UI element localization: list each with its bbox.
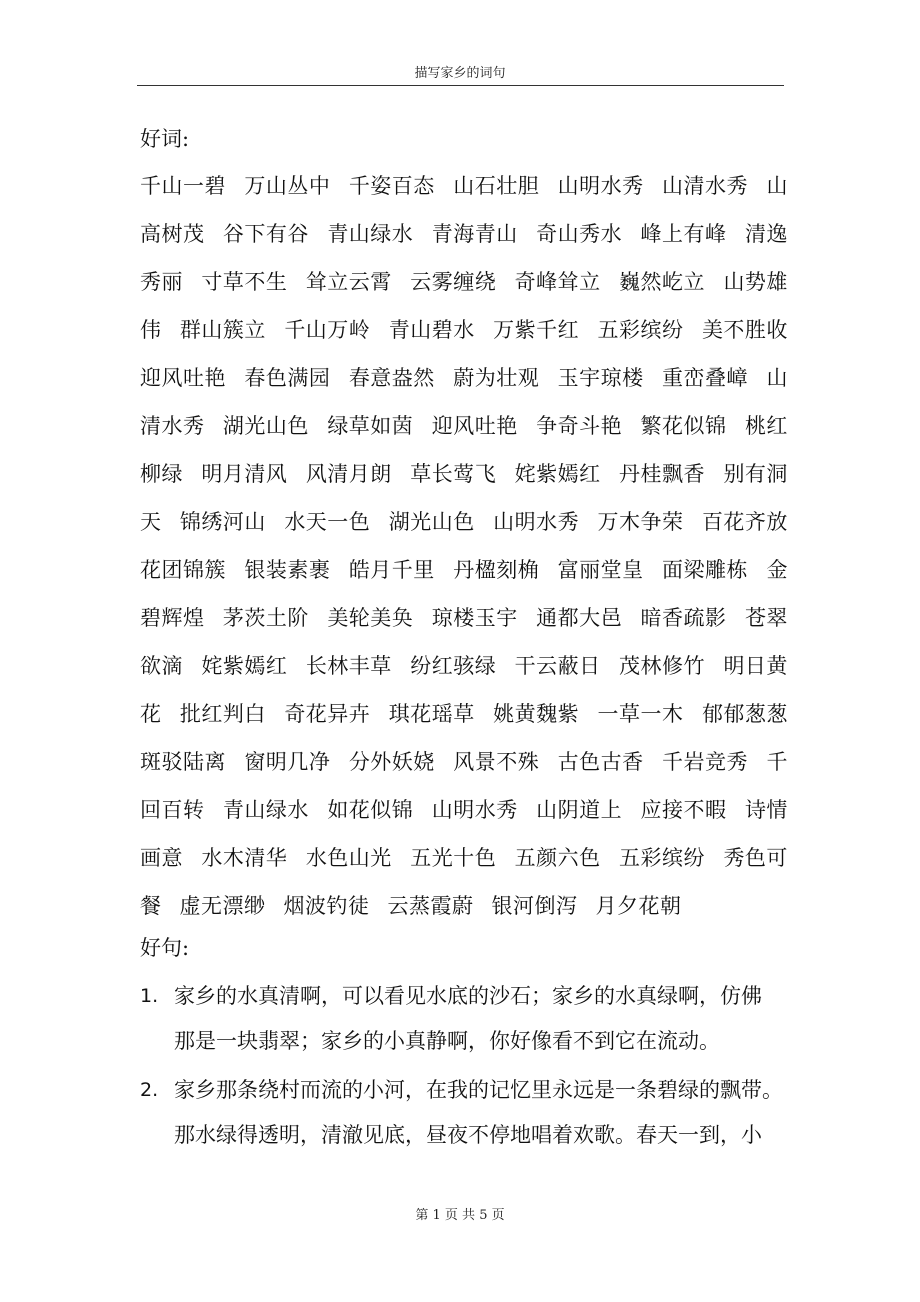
word-item: 蔚为壮观 bbox=[453, 366, 540, 390]
word-item: 五颜六色 bbox=[514, 846, 601, 870]
word-item: 银装素裹 bbox=[244, 558, 331, 582]
word-item: 清逸 bbox=[744, 222, 788, 246]
word-item: 奇山秀水 bbox=[536, 222, 623, 246]
word-item: 水色山光 bbox=[305, 846, 392, 870]
word-item: 繁花似锦 bbox=[640, 414, 727, 438]
word-item: 春色满园 bbox=[244, 366, 331, 390]
word-item: 山明水秀 bbox=[431, 798, 518, 822]
word-item: 青山绿水 bbox=[222, 798, 309, 822]
word-line bbox=[140, 594, 788, 642]
word-item: 花 bbox=[140, 702, 162, 726]
word-item: 云雾缠绕 bbox=[410, 270, 497, 294]
word-item: 烟波钓徒 bbox=[283, 894, 370, 918]
word-item: 天 bbox=[140, 510, 162, 534]
word-line bbox=[140, 546, 788, 594]
word-item: 绿草如茵 bbox=[327, 414, 414, 438]
word-item: 巍然屹立 bbox=[619, 270, 706, 294]
word-item: 耸立云霄 bbox=[305, 270, 392, 294]
good-sentences-list bbox=[140, 974, 790, 1158]
word-item: 花团锦簇 bbox=[140, 558, 226, 582]
word-item: 月夕花朝 bbox=[595, 894, 682, 918]
word-item: 青山绿水 bbox=[327, 222, 414, 246]
word-item: 长林丰草 bbox=[305, 654, 392, 678]
word-item: 山势雄 bbox=[723, 270, 788, 294]
word-item: 餐 bbox=[140, 894, 162, 918]
word-item: 明月清风 bbox=[201, 462, 288, 486]
word-item: 纷红骇绿 bbox=[410, 654, 497, 678]
word-item: 谷下有谷 bbox=[222, 222, 309, 246]
word-item: 干云蔽日 bbox=[514, 654, 601, 678]
word-item: 湖光山色 bbox=[222, 414, 309, 438]
word-item: 分外妖娆 bbox=[348, 750, 435, 774]
word-item: 应接不暇 bbox=[640, 798, 727, 822]
word-item: 欲滴 bbox=[140, 654, 183, 678]
word-item: 金 bbox=[766, 558, 788, 582]
word-item: 千 bbox=[766, 750, 788, 774]
word-item: 云蒸霞蔚 bbox=[387, 894, 474, 918]
word-item: 高树茂 bbox=[140, 222, 205, 246]
good-sentences-heading: 好句: bbox=[140, 936, 190, 960]
sentence-number: 2. bbox=[140, 1079, 159, 1101]
word-item: 风清月朗 bbox=[305, 462, 392, 486]
word-item: 秀色可 bbox=[723, 846, 788, 870]
word-line bbox=[140, 210, 788, 258]
page-header: 描写家乡的词句 bbox=[414, 66, 506, 81]
word-item: 姚黄魏紫 bbox=[493, 702, 580, 726]
word-item: 斑驳陆离 bbox=[140, 750, 226, 774]
word-item: 伟 bbox=[140, 318, 162, 342]
word-item: 琪花瑶草 bbox=[388, 702, 475, 726]
word-item: 奇峰耸立 bbox=[514, 270, 601, 294]
word-line bbox=[140, 306, 788, 354]
word-item: 皓月千里 bbox=[348, 558, 435, 582]
word-item: 草长莺飞 bbox=[410, 462, 497, 486]
word-item: 玉宇琼楼 bbox=[557, 366, 644, 390]
word-line bbox=[140, 690, 788, 738]
word-item: 苍翠 bbox=[744, 606, 788, 630]
word-item: 千山一碧 bbox=[140, 174, 226, 198]
word-item: 诗情 bbox=[744, 798, 788, 822]
word-item: 柳绿 bbox=[140, 462, 183, 486]
word-item: 山阴道上 bbox=[536, 798, 623, 822]
good-words-heading: 好词: bbox=[140, 127, 190, 151]
word-item: 姹紫嫣红 bbox=[514, 462, 601, 486]
header-divider bbox=[137, 85, 784, 86]
word-line bbox=[140, 642, 788, 690]
word-item: 五彩缤纷 bbox=[597, 318, 684, 342]
word-item: 青山碧水 bbox=[388, 318, 475, 342]
word-item: 千山万岭 bbox=[284, 318, 371, 342]
word-item: 窗明几净 bbox=[244, 750, 331, 774]
word-item: 山明水秀 bbox=[493, 510, 580, 534]
sentence-item bbox=[140, 974, 790, 1064]
word-item: 桃红 bbox=[744, 414, 788, 438]
sentence-line: 那水绿得透明，清澈见底，昼夜不停地唱着欢歌。春天一到，小 bbox=[174, 1123, 762, 1147]
sentence-line: 那是一块翡翠；家乡的小真静啊，你好像看不到它在流动。 bbox=[174, 1029, 720, 1053]
sentence-number: 1. bbox=[140, 985, 159, 1007]
word-item: 别有洞 bbox=[723, 462, 788, 486]
word-item: 批红判白 bbox=[179, 702, 266, 726]
word-item: 虚无漂缈 bbox=[179, 894, 266, 918]
word-item: 清水秀 bbox=[140, 414, 205, 438]
word-item: 山石壮胆 bbox=[453, 174, 540, 198]
page-footer: 第 1 页 共 5 页 bbox=[415, 1208, 505, 1223]
word-item: 丹桂飘香 bbox=[619, 462, 706, 486]
word-item: 五光十色 bbox=[410, 846, 497, 870]
sentence-line: 家乡那条绕村而流的小河，在我的记忆里永远是一条碧绿的飘带。 bbox=[174, 1078, 783, 1102]
word-item: 如花似锦 bbox=[327, 798, 414, 822]
word-item: 银河倒泻 bbox=[491, 894, 578, 918]
word-item: 山 bbox=[766, 174, 788, 198]
word-line bbox=[140, 450, 788, 498]
word-item: 富丽堂皇 bbox=[557, 558, 644, 582]
word-item: 寸草不生 bbox=[201, 270, 288, 294]
word-item: 回百转 bbox=[140, 798, 205, 822]
word-item: 通都大邑 bbox=[536, 606, 623, 630]
word-line bbox=[140, 162, 788, 210]
word-item: 湖光山色 bbox=[388, 510, 475, 534]
word-item: 碧辉煌 bbox=[140, 606, 205, 630]
word-item: 姹紫嫣红 bbox=[201, 654, 288, 678]
word-item: 锦绣河山 bbox=[179, 510, 266, 534]
word-item: 丹楹刻桷 bbox=[453, 558, 540, 582]
word-item: 山 bbox=[766, 366, 788, 390]
word-item: 群山簇立 bbox=[179, 318, 266, 342]
word-item: 万木争荣 bbox=[597, 510, 684, 534]
word-item: 水木清华 bbox=[201, 846, 288, 870]
document-body bbox=[140, 116, 790, 1162]
word-line bbox=[140, 786, 788, 834]
word-item: 重峦叠嶂 bbox=[662, 366, 749, 390]
word-item: 千岩竞秀 bbox=[662, 750, 749, 774]
word-item: 暗香疏影 bbox=[640, 606, 727, 630]
word-item: 千姿百态 bbox=[348, 174, 435, 198]
word-item: 美轮美奂 bbox=[327, 606, 414, 630]
word-item: 画意 bbox=[140, 846, 183, 870]
word-line bbox=[140, 882, 788, 930]
word-item: 古色古香 bbox=[557, 750, 644, 774]
word-item: 一草一木 bbox=[597, 702, 684, 726]
word-item: 迎风吐艳 bbox=[140, 366, 226, 390]
word-line bbox=[140, 354, 788, 402]
word-item: 山明水秀 bbox=[557, 174, 644, 198]
word-item: 明日黄 bbox=[723, 654, 788, 678]
word-line bbox=[140, 834, 788, 882]
word-item: 万紫千红 bbox=[493, 318, 580, 342]
word-item: 风景不殊 bbox=[453, 750, 540, 774]
word-item: 茅茨土阶 bbox=[222, 606, 309, 630]
word-item: 茂林修竹 bbox=[619, 654, 706, 678]
word-line bbox=[140, 738, 788, 786]
word-line bbox=[140, 498, 788, 546]
word-item: 水天一色 bbox=[284, 510, 371, 534]
sentence-item bbox=[140, 1068, 790, 1158]
word-line bbox=[140, 402, 788, 450]
word-item: 万山丛中 bbox=[244, 174, 331, 198]
word-item: 奇花异卉 bbox=[284, 702, 371, 726]
word-item: 迎风吐艳 bbox=[431, 414, 518, 438]
word-item: 美不胜收 bbox=[701, 318, 788, 342]
word-item: 面梁雕栋 bbox=[662, 558, 749, 582]
word-item: 争奇斗艳 bbox=[536, 414, 623, 438]
word-item: 山清水秀 bbox=[662, 174, 749, 198]
word-item: 百花齐放 bbox=[701, 510, 788, 534]
word-item: 五彩缤纷 bbox=[619, 846, 706, 870]
good-words-list bbox=[140, 162, 790, 930]
word-item: 春意盎然 bbox=[348, 366, 435, 390]
word-line bbox=[140, 258, 788, 306]
word-item: 秀丽 bbox=[140, 270, 183, 294]
word-item: 青海青山 bbox=[431, 222, 518, 246]
sentence-line: 家乡的水真清啊，可以看见水底的沙石；家乡的水真绿啊，仿佛 bbox=[174, 984, 762, 1008]
word-item: 郁郁葱葱 bbox=[701, 702, 788, 726]
word-item: 琼楼玉宇 bbox=[431, 606, 518, 630]
word-item: 峰上有峰 bbox=[640, 222, 727, 246]
